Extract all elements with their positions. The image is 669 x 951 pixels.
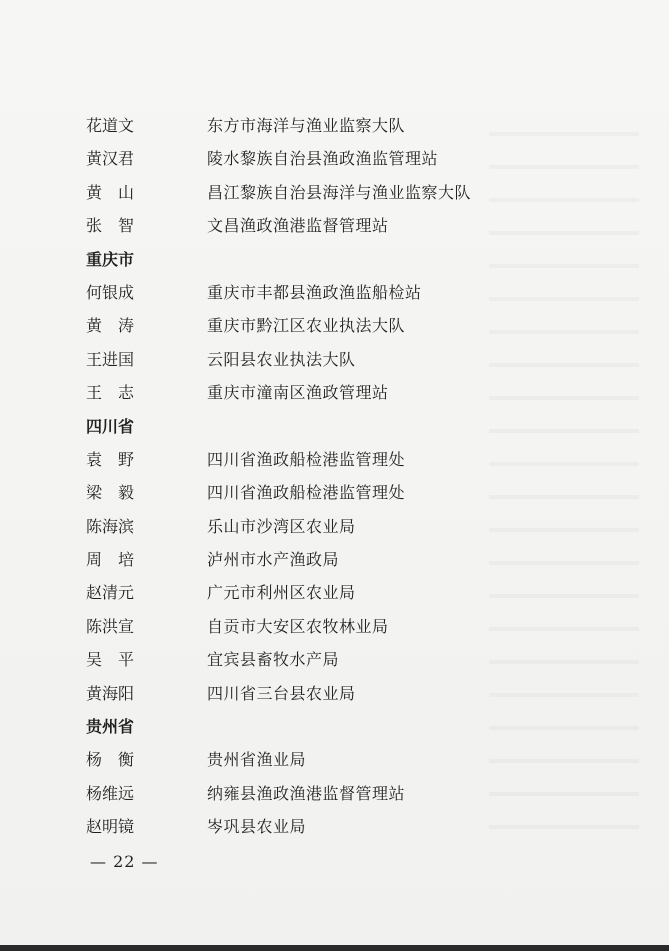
person-name: 黄海阳 [86, 683, 135, 703]
person-name: 吴 平 [86, 650, 135, 670]
person-name: 杨 衡 [86, 750, 135, 770]
organization: 宜宾县畜牧水产局 [207, 650, 340, 670]
list-item [86, 677, 606, 710]
list-item [86, 777, 606, 810]
organization: 贵州省渔业局 [207, 750, 307, 770]
person-name: 王 志 [86, 383, 135, 403]
section-heading-row [86, 410, 606, 443]
person-name: 黄 山 [86, 182, 135, 202]
person-name: 王进国 [86, 349, 135, 369]
organization: 重庆市潼南区渔政管理站 [207, 383, 389, 403]
organization: 四川省渔政船检港监管理处 [207, 483, 406, 503]
list-item [86, 376, 606, 409]
list-item [86, 443, 606, 476]
list-item [86, 109, 606, 142]
list-item [86, 476, 606, 509]
person-name: 张 智 [86, 216, 135, 236]
person-name: 袁 野 [86, 449, 135, 469]
organization: 云阳县农业执法大队 [207, 349, 356, 369]
person-name: 陈海滨 [86, 516, 135, 536]
name-list [86, 109, 606, 844]
region-heading: 贵州省 [86, 717, 135, 737]
page-number: — 22 — [90, 852, 159, 871]
section-heading-row [86, 710, 606, 743]
organization: 东方市海洋与渔业监察大队 [207, 116, 406, 135]
person-name: 黄汉君 [86, 149, 135, 169]
region-heading: 重庆市 [86, 249, 135, 269]
organization: 纳雍县渔政渔港监督管理站 [207, 783, 406, 803]
person-name: 赵清元 [86, 583, 135, 603]
organization: 泸州市水产渔政局 [207, 550, 340, 570]
list-item [86, 142, 606, 175]
person-name: 杨维远 [86, 783, 135, 803]
person-name: 何银成 [86, 282, 135, 302]
organization: 四川省三台县农业局 [207, 683, 356, 703]
organization: 四川省渔政船检港监管理处 [207, 449, 406, 469]
organization: 重庆市黔江区农业执法大队 [207, 316, 406, 336]
list-item [86, 610, 606, 643]
organization: 陵水黎族自治县渔政渔监管理站 [207, 149, 439, 169]
region-heading: 四川省 [86, 416, 135, 436]
organization: 重庆市丰都县渔政渔监船检站 [207, 282, 422, 302]
person-name: 赵明镜 [86, 817, 135, 837]
list-item [86, 276, 606, 309]
list-item [86, 643, 606, 676]
list-item [86, 176, 606, 209]
organization: 文昌渔政渔港监督管理站 [207, 216, 389, 236]
list-item [86, 810, 606, 843]
list-item [86, 743, 606, 776]
list-item [86, 510, 606, 543]
person-name: 黄 涛 [86, 316, 135, 336]
person-name: 花道文 [86, 116, 135, 135]
list-item [86, 576, 606, 609]
list-item [86, 209, 606, 242]
page-bottom-edge [0, 945, 669, 951]
list-item [86, 309, 606, 342]
organization: 自贡市大安区农牧林业局 [207, 616, 389, 636]
list-item [86, 343, 606, 376]
person-name: 陈洪宣 [86, 616, 135, 636]
person-name: 梁 毅 [86, 483, 135, 503]
organization: 乐山市沙湾区农业局 [207, 516, 356, 536]
organization: 广元市利州区农业局 [207, 583, 356, 603]
organization: 岑巩县农业局 [207, 817, 307, 837]
list-item [86, 543, 606, 576]
person-name: 周 培 [86, 550, 135, 570]
section-heading-row [86, 243, 606, 276]
organization: 昌江黎族自治县海洋与渔业监察大队 [207, 182, 472, 202]
